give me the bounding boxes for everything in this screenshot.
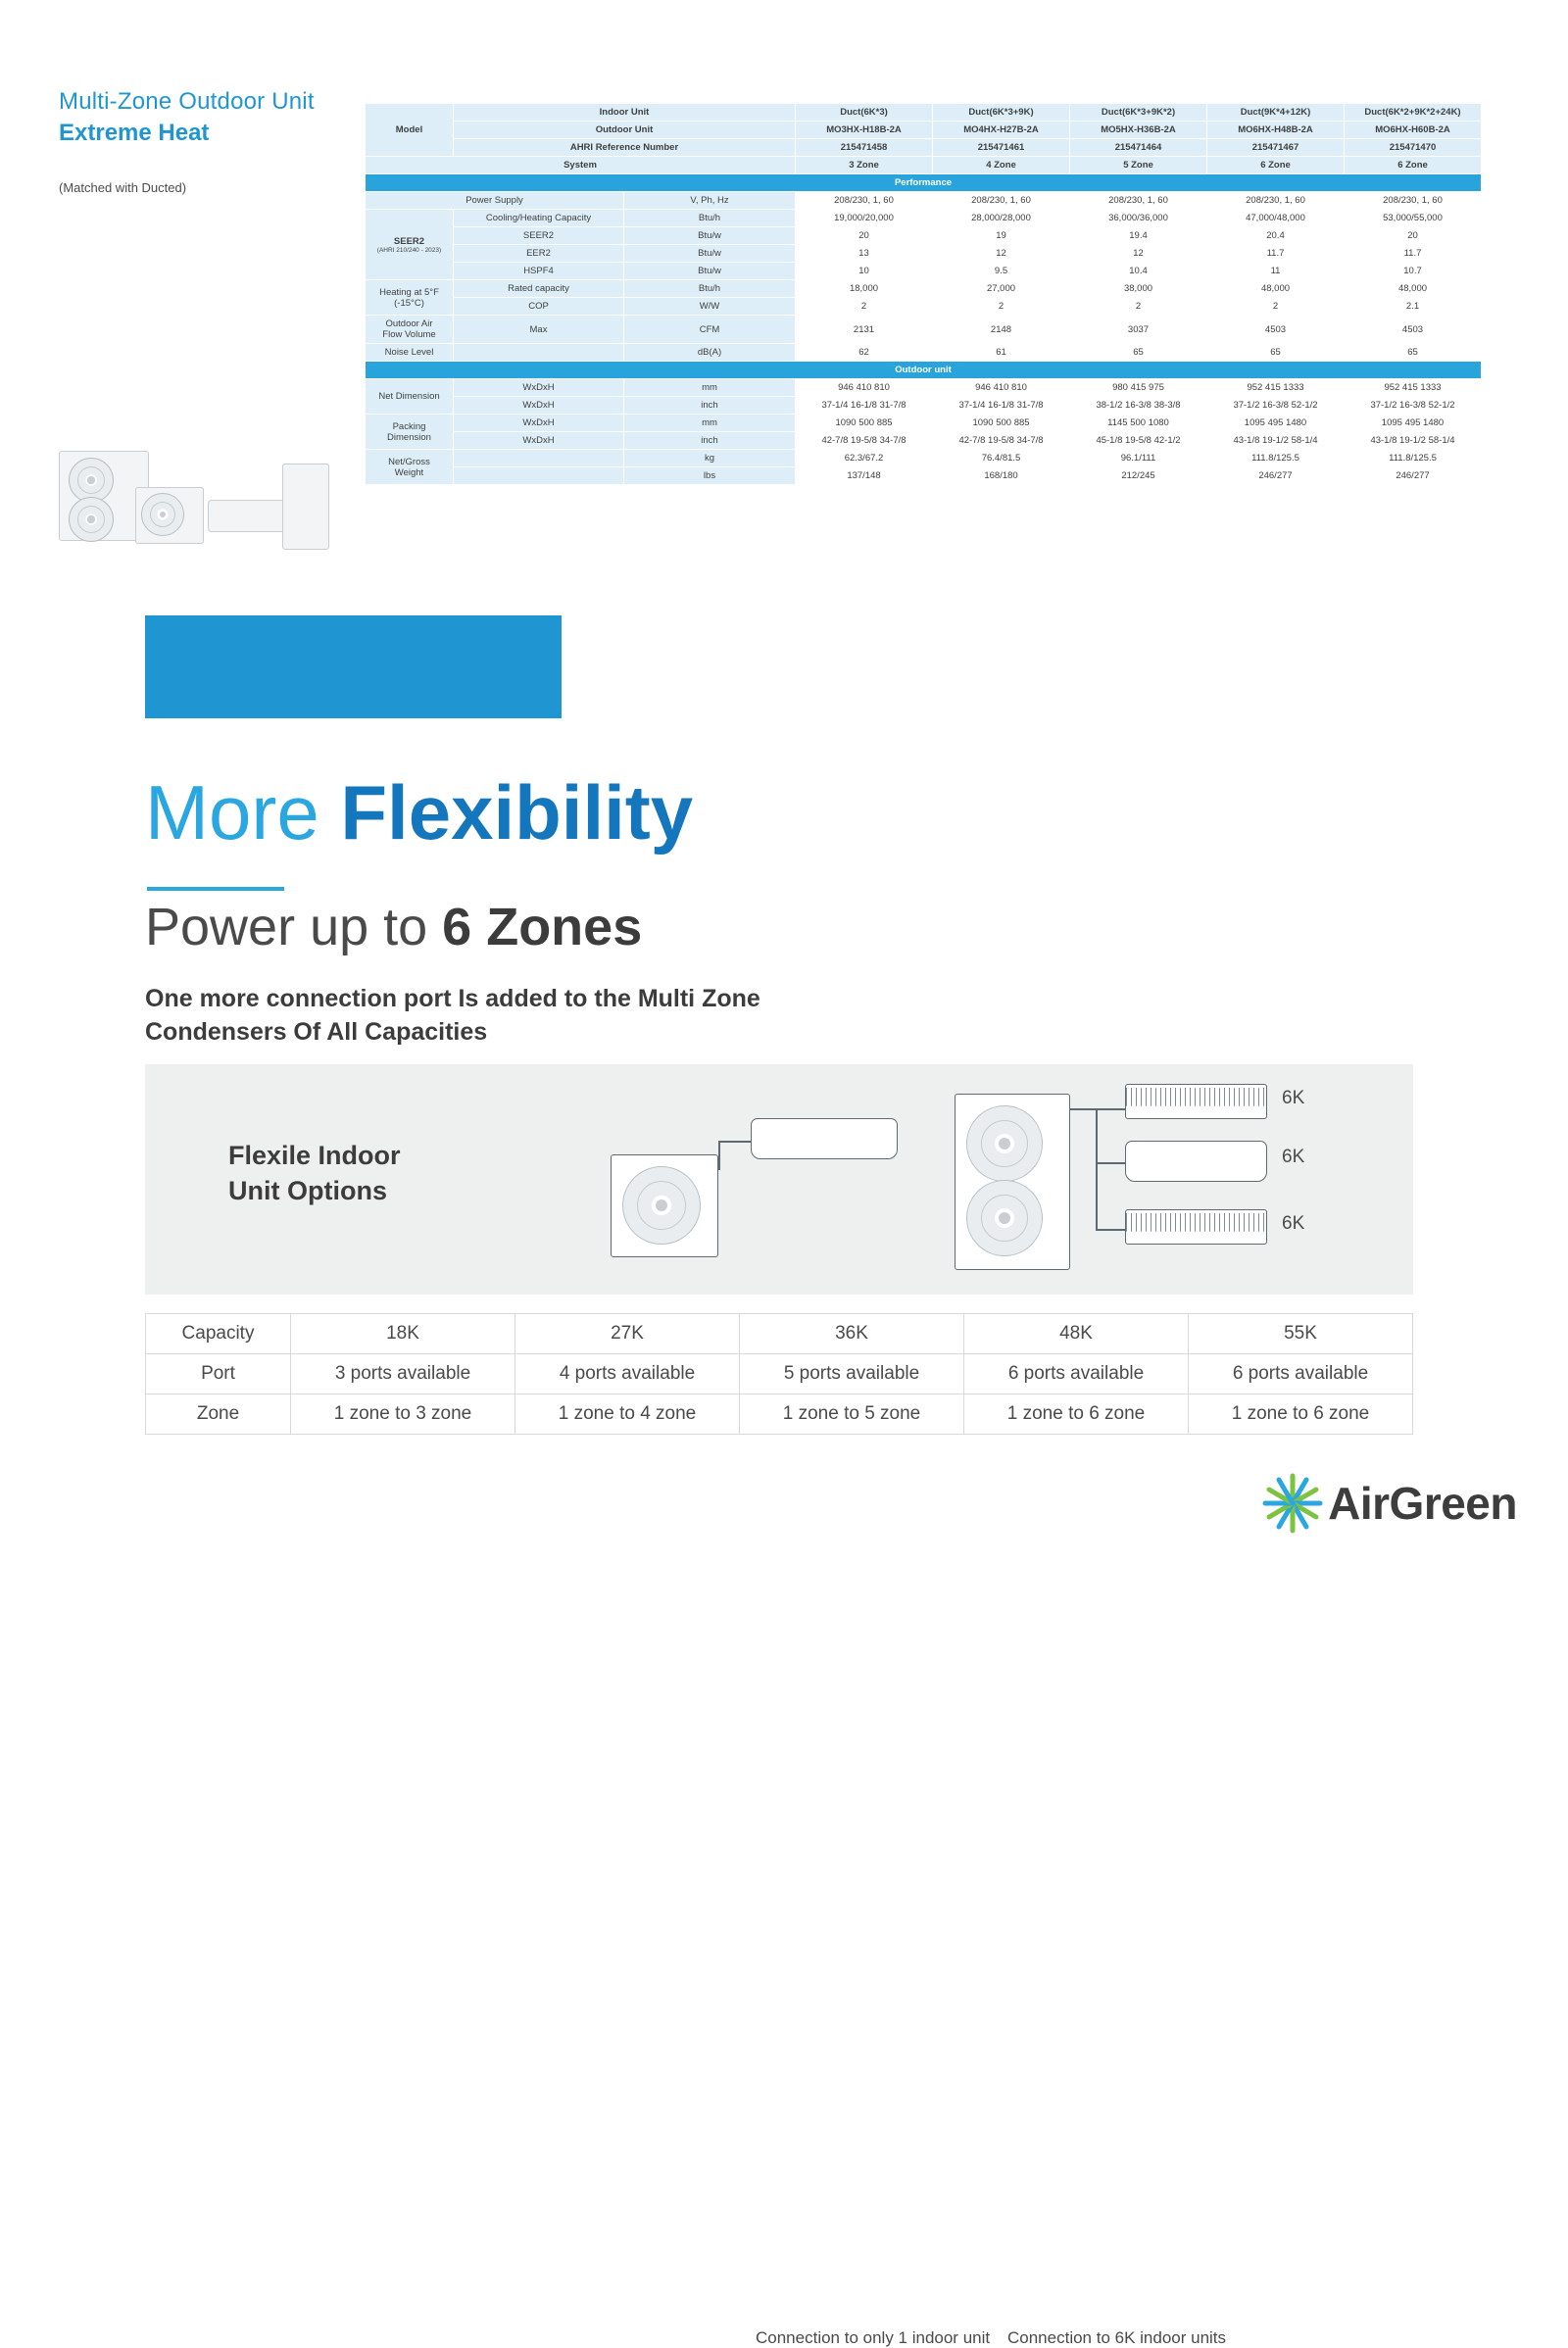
panel-title: [228, 1138, 401, 1209]
cap-row-label-2: Zone: [146, 1394, 291, 1435]
cell-rated-capacity-2: 38,000: [1070, 280, 1207, 298]
cell-cooling-heating-1: 28,000/28,000: [933, 210, 1070, 227]
air-handler-unit: [282, 464, 329, 550]
pipe-segment: [1096, 1229, 1127, 1231]
subheading-description: [145, 983, 1027, 1050]
table-row: [366, 245, 1482, 263]
subheading-power: [145, 897, 642, 957]
header-title-line1: Multi-Zone Outdoor Unit: [59, 88, 315, 115]
cap-row-label-0: Capacity: [146, 1314, 291, 1354]
pipe-segment: [1070, 1108, 1098, 1110]
cell-eer2-1: 12: [933, 245, 1070, 263]
row-label-wxdxh-1: WxDxH: [454, 379, 624, 397]
fan-icon: [966, 1180, 1043, 1256]
cell-indoor-unit-3: Duct(9K*4+12K): [1207, 104, 1345, 122]
cell-weight-kg-0: 62.3/67.2: [796, 450, 933, 467]
row-label-outdoor-air-flow: [366, 316, 454, 344]
table-row: [366, 450, 1482, 467]
cell-power-supply-1: 208/230, 1, 60: [933, 192, 1070, 210]
table-row: [366, 467, 1482, 485]
row-label-net-gross-weight: [366, 450, 454, 485]
cell-system-2: 5 Zone: [1070, 157, 1207, 174]
cell-cop-4: 2.1: [1345, 298, 1482, 316]
cell-ahri-4: 215471470: [1345, 139, 1482, 157]
table-row: [366, 104, 1482, 122]
cap-cell-0-2: 36K: [740, 1314, 964, 1354]
cap-cell-1-4: 6 ports available: [1189, 1354, 1413, 1394]
label-6k-bottom: 6K: [1282, 1213, 1305, 1234]
packing-dim-l2: Dimension: [387, 431, 431, 443]
cell-outdoor-unit-2: MO5HX-H36B-2A: [1070, 122, 1207, 139]
brand-logo: [1257, 1468, 1517, 1539]
unit-hspf4: Btu/w: [624, 263, 796, 280]
cap-cell-0-1: 27K: [515, 1314, 740, 1354]
unit-kg: kg: [624, 450, 796, 467]
cell-pack-inch-3: 43-1/8 19-1/2 58-1/4: [1207, 432, 1345, 450]
cell-system-0: 3 Zone: [796, 157, 933, 174]
row-label-power-supply: Power Supply: [366, 192, 624, 210]
cell-indoor-unit-2: Duct(6K*3+9K*2): [1070, 104, 1207, 122]
cell-noise-4: 65: [1345, 344, 1482, 362]
fan-icon: [141, 493, 184, 536]
cell-net-mm-4: 952 415 1333: [1345, 379, 1482, 397]
table-row: [146, 1314, 1413, 1354]
row-label-net-dimension: Net Dimension: [366, 379, 454, 415]
row-label-system: System: [366, 157, 796, 174]
row-label-outdoor-unit: Outdoor Unit: [454, 122, 796, 139]
unit-rated-capacity: Btu/h: [624, 280, 796, 298]
row-label-seer2: SEER2: [454, 227, 624, 245]
cell-net-inch-2: 38-1/2 16-3/8 38-3/8: [1070, 397, 1207, 415]
cell-net-inch-3: 37-1/2 16-3/8 52-1/2: [1207, 397, 1345, 415]
cell-outdoor-unit-0: MO3HX-H18B-2A: [796, 122, 933, 139]
capacity-table: [145, 1313, 1413, 1435]
row-label-ahri: AHRI Reference Number: [454, 139, 796, 157]
table-row: [366, 210, 1482, 227]
row-label-cooling-heating: Cooling/Heating Capacity: [454, 210, 624, 227]
label-6k-mid: 6K: [1282, 1147, 1305, 1167]
weight-blank-2: [454, 467, 624, 485]
table-row: [146, 1394, 1413, 1435]
cell-hspf4-1: 9.5: [933, 263, 1070, 280]
cap-cell-1-0: 3 ports available: [291, 1354, 515, 1394]
cell-net-mm-1: 946 410 810: [933, 379, 1070, 397]
cell-noise-1: 61: [933, 344, 1070, 362]
cap-cell-2-2: 1 zone to 5 zone: [740, 1394, 964, 1435]
cell-power-supply-4: 208/230, 1, 60: [1345, 192, 1482, 210]
cell-rated-capacity-4: 48,000: [1345, 280, 1482, 298]
cell-rated-capacity-3: 48,000: [1207, 280, 1345, 298]
cell-ahri-2: 215471464: [1070, 139, 1207, 157]
cell-indoor-unit-1: Duct(6K*3+9K): [933, 104, 1070, 122]
noise-blank: [454, 344, 624, 362]
cell-system-1: 4 Zone: [933, 157, 1070, 174]
row-label-max: Max: [454, 316, 624, 344]
cell-seer2-4: 20: [1345, 227, 1482, 245]
outdoor-air-flow-l1: Outdoor Air: [385, 318, 433, 329]
cell-rated-capacity-1: 27,000: [933, 280, 1070, 298]
unit-cooling-heating: Btu/h: [624, 210, 796, 227]
cap-cell-2-3: 1 zone to 6 zone: [964, 1394, 1189, 1435]
cell-weight-kg-1: 76.4/81.5: [933, 450, 1070, 467]
cell-net-mm-0: 946 410 810: [796, 379, 933, 397]
unit-seer2: Btu/w: [624, 227, 796, 245]
cell-cfm-1: 2148: [933, 316, 1070, 344]
cap-cell-1-1: 4 ports available: [515, 1354, 740, 1394]
pipe-segment: [718, 1143, 720, 1170]
table-row: [146, 1354, 1413, 1394]
cell-pack-inch-1: 42-7/8 19-5/8 34-7/8: [933, 432, 1070, 450]
unit-inch-2: inch: [624, 432, 796, 450]
table-row: [366, 379, 1482, 397]
subhead-line1: One more connection port Is added to the Multi Zone: [145, 985, 760, 1012]
pipe-segment: [718, 1141, 753, 1143]
cell-ahri-0: 215471458: [796, 139, 933, 157]
cell-system-4: 6 Zone: [1345, 157, 1482, 174]
cell-cfm-2: 3037: [1070, 316, 1207, 344]
wall-mounted-indoor-unit: [751, 1118, 898, 1159]
heading-bold: Flexibility: [340, 769, 694, 856]
product-photo-group: [59, 446, 363, 568]
cell-net-mm-3: 952 415 1333: [1207, 379, 1345, 397]
cell-cooling-heating-0: 19,000/20,000: [796, 210, 933, 227]
cell-eer2-0: 13: [796, 245, 933, 263]
row-label-model: Model: [366, 104, 454, 157]
unit-cop: W/W: [624, 298, 796, 316]
fan-icon: [966, 1105, 1043, 1182]
cell-cooling-heating-2: 36,000/36,000: [1070, 210, 1207, 227]
weight-l1: Net/Gross: [388, 456, 430, 467]
cap-cell-2-4: 1 zone to 6 zone: [1189, 1394, 1413, 1435]
cell-pack-inch-2: 45-1/8 19-5/8 42-1/2: [1070, 432, 1207, 450]
header-title-line2: Extreme Heat: [59, 120, 210, 146]
starburst-icon: [1257, 1468, 1328, 1539]
row-label-indoor-unit: Indoor Unit: [454, 104, 796, 122]
row-label-heating-5f: [366, 280, 454, 316]
cell-eer2-3: 11.7: [1207, 245, 1345, 263]
row-label-hspf4: HSPF4: [454, 263, 624, 280]
unit-inch-1: inch: [624, 397, 796, 415]
table-row: [366, 397, 1482, 415]
panel-title-l2: Unit Options: [228, 1176, 387, 1206]
table-row: [366, 227, 1482, 245]
outdoor-air-flow-l2: Flow Volume: [382, 329, 436, 340]
cell-outdoor-unit-3: MO6HX-H48B-2A: [1207, 122, 1345, 139]
section-heading: [145, 769, 694, 856]
panel-title-l1: Flexile Indoor: [228, 1141, 401, 1170]
cell-ahri-3: 215471467: [1207, 139, 1345, 157]
cell-indoor-unit-4: Duct(6K*2+9K*2+24K): [1345, 104, 1482, 122]
cell-weight-lbs-2: 212/245: [1070, 467, 1207, 485]
cell-eer2-2: 12: [1070, 245, 1207, 263]
cell-outdoor-unit-1: MO4HX-H27B-2A: [933, 122, 1070, 139]
row-label-wxdxh-4: WxDxH: [454, 432, 624, 450]
cell-noise-0: 62: [796, 344, 933, 362]
pipe-segment: [1096, 1162, 1127, 1164]
unit-eer2: Btu/w: [624, 245, 796, 263]
cell-cooling-heating-3: 47,000/48,000: [1207, 210, 1345, 227]
cell-pack-inch-4: 43-1/8 19-1/2 58-1/4: [1345, 432, 1482, 450]
row-label-cop: COP: [454, 298, 624, 316]
cell-cop-1: 2: [933, 298, 1070, 316]
cell-pack-mm-4: 1095 495 1480: [1345, 415, 1482, 432]
cell-hspf4-3: 11: [1207, 263, 1345, 280]
cell-cop-3: 2: [1207, 298, 1345, 316]
caption-right: Connection to 6K indoor units: [1007, 2328, 1227, 2347]
cap-cell-0-0: 18K: [291, 1314, 515, 1354]
table-row: [366, 344, 1482, 362]
power-bold: 6 Zones: [442, 898, 643, 956]
cap-cell-1-2: 5 ports available: [740, 1354, 964, 1394]
brand-name: AirGreen: [1328, 1478, 1517, 1529]
row-label-eer2: EER2: [454, 245, 624, 263]
table-row: [366, 280, 1482, 298]
unit-lbs: lbs: [624, 467, 796, 485]
cell-power-supply-0: 208/230, 1, 60: [796, 192, 933, 210]
heating-5f-title: Heating at 5°F: [379, 286, 439, 298]
row-label-wxdxh-2: WxDxH: [454, 397, 624, 415]
power-light: Power up to: [145, 898, 443, 956]
unit-mm-2: mm: [624, 415, 796, 432]
cell-outdoor-unit-4: MO6HX-H60B-2A: [1345, 122, 1482, 139]
cell-weight-lbs-3: 246/277: [1207, 467, 1345, 485]
cap-cell-2-1: 1 zone to 4 zone: [515, 1394, 740, 1435]
cell-seer2-2: 19.4: [1070, 227, 1207, 245]
table-row: [366, 139, 1482, 157]
table-section-row: [366, 362, 1482, 379]
cell-seer2-0: 20: [796, 227, 933, 245]
wall-mounted-indoor-unit: [1125, 1141, 1267, 1182]
weight-l2: Weight: [394, 466, 424, 478]
cell-hspf4-0: 10: [796, 263, 933, 280]
row-label-noise: Noise Level: [366, 344, 454, 362]
cell-net-mm-2: 980 415 975: [1070, 379, 1207, 397]
caption-left: Connection to only 1 indoor unit: [756, 2328, 991, 2347]
cap-cell-1-3: 6 ports available: [964, 1354, 1189, 1394]
ducted-indoor-unit: [1125, 1084, 1267, 1119]
cell-power-supply-2: 208/230, 1, 60: [1070, 192, 1207, 210]
cell-weight-lbs-4: 246/277: [1345, 467, 1482, 485]
pipe-segment: [1096, 1108, 1098, 1231]
cell-cfm-4: 4503: [1345, 316, 1482, 344]
cell-seer2-3: 20.4: [1207, 227, 1345, 245]
cell-seer2-1: 19: [933, 227, 1070, 245]
row-label-rated-capacity: Rated capacity: [454, 280, 624, 298]
cell-hspf4-2: 10.4: [1070, 263, 1207, 280]
cell-indoor-unit-0: Duct(6K*3): [796, 104, 933, 122]
cell-net-inch-4: 37-1/2 16-3/8 52-1/2: [1345, 397, 1482, 415]
cell-weight-kg-4: 111.8/125.5: [1345, 450, 1482, 467]
cell-cop-0: 2: [796, 298, 933, 316]
row-label-seer2-group: [366, 210, 454, 280]
table-section-row: [366, 174, 1482, 192]
page-header: [59, 88, 392, 195]
table-row: [366, 192, 1482, 210]
cell-cop-2: 2: [1070, 298, 1207, 316]
table-row: [366, 157, 1482, 174]
seer2-group-title: SEER2: [393, 235, 425, 247]
row-label-packing-dimension: [366, 415, 454, 450]
cell-noise-2: 65: [1070, 344, 1207, 362]
fan-icon: [622, 1166, 701, 1245]
cell-weight-kg-2: 96.1/111: [1070, 450, 1207, 467]
pipe-segment: [1096, 1108, 1127, 1110]
blue-accent-block: [145, 615, 562, 718]
table-row: [366, 415, 1482, 432]
cell-weight-lbs-1: 168/180: [933, 467, 1070, 485]
cell-weight-kg-3: 111.8/125.5: [1207, 450, 1345, 467]
cell-pack-mm-0: 1090 500 885: [796, 415, 933, 432]
cell-net-inch-0: 37-1/4 16-1/8 31-7/8: [796, 397, 933, 415]
table-row: [366, 263, 1482, 280]
header-note: (Matched with Ducted): [59, 180, 187, 195]
ducted-indoor-unit: [1125, 1209, 1267, 1245]
weight-blank-1: [454, 450, 624, 467]
subhead-line2: Condensers Of All Capacities: [145, 1017, 488, 1046]
cell-pack-inch-0: 42-7/8 19-5/8 34-7/8: [796, 432, 933, 450]
cell-cfm-3: 4503: [1207, 316, 1345, 344]
cell-pack-mm-1: 1090 500 885: [933, 415, 1070, 432]
cell-cooling-heating-4: 53,000/55,000: [1345, 210, 1482, 227]
cell-pack-mm-2: 1145 500 1080: [1070, 415, 1207, 432]
cell-ahri-1: 215471461: [933, 139, 1070, 157]
specification-table: [365, 103, 1482, 485]
cell-power-supply-3: 208/230, 1, 60: [1207, 192, 1345, 210]
cell-noise-3: 65: [1207, 344, 1345, 362]
cell-eer2-4: 11.7: [1345, 245, 1482, 263]
unit-noise: dB(A): [624, 344, 796, 362]
section-performance: Performance: [366, 174, 1482, 192]
table-row: [366, 298, 1482, 316]
cap-row-label-1: Port: [146, 1354, 291, 1394]
cell-system-3: 6 Zone: [1207, 157, 1345, 174]
table-row: [366, 316, 1482, 344]
seer2-group-note: (AHRI 210/240 - 2023): [376, 246, 442, 254]
heading-underline: [147, 887, 284, 891]
heating-5f-sub: (-15°C): [394, 297, 424, 309]
cap-cell-2-0: 1 zone to 3 zone: [291, 1394, 515, 1435]
heading-light: More: [145, 769, 341, 856]
row-label-wxdxh-3: WxDxH: [454, 415, 624, 432]
section-outdoor-unit: Outdoor unit: [366, 362, 1482, 379]
cap-cell-0-4: 55K: [1189, 1314, 1413, 1354]
cell-hspf4-4: 10.7: [1345, 263, 1482, 280]
unit-mm-1: mm: [624, 379, 796, 397]
table-row: [366, 432, 1482, 450]
table-row: [366, 122, 1482, 139]
cell-net-inch-1: 37-1/4 16-1/8 31-7/8: [933, 397, 1070, 415]
unit-cfm: CFM: [624, 316, 796, 344]
packing-dim-l1: Packing: [392, 420, 426, 432]
cell-pack-mm-3: 1095 495 1480: [1207, 415, 1345, 432]
cell-weight-lbs-0: 137/148: [796, 467, 933, 485]
cap-cell-0-3: 48K: [964, 1314, 1189, 1354]
label-6k-top: 6K: [1282, 1088, 1305, 1108]
fan-icon: [69, 497, 114, 542]
unit-power-supply: V, Ph, Hz: [624, 192, 796, 210]
cell-cfm-0: 2131: [796, 316, 933, 344]
cell-rated-capacity-0: 18,000: [796, 280, 933, 298]
